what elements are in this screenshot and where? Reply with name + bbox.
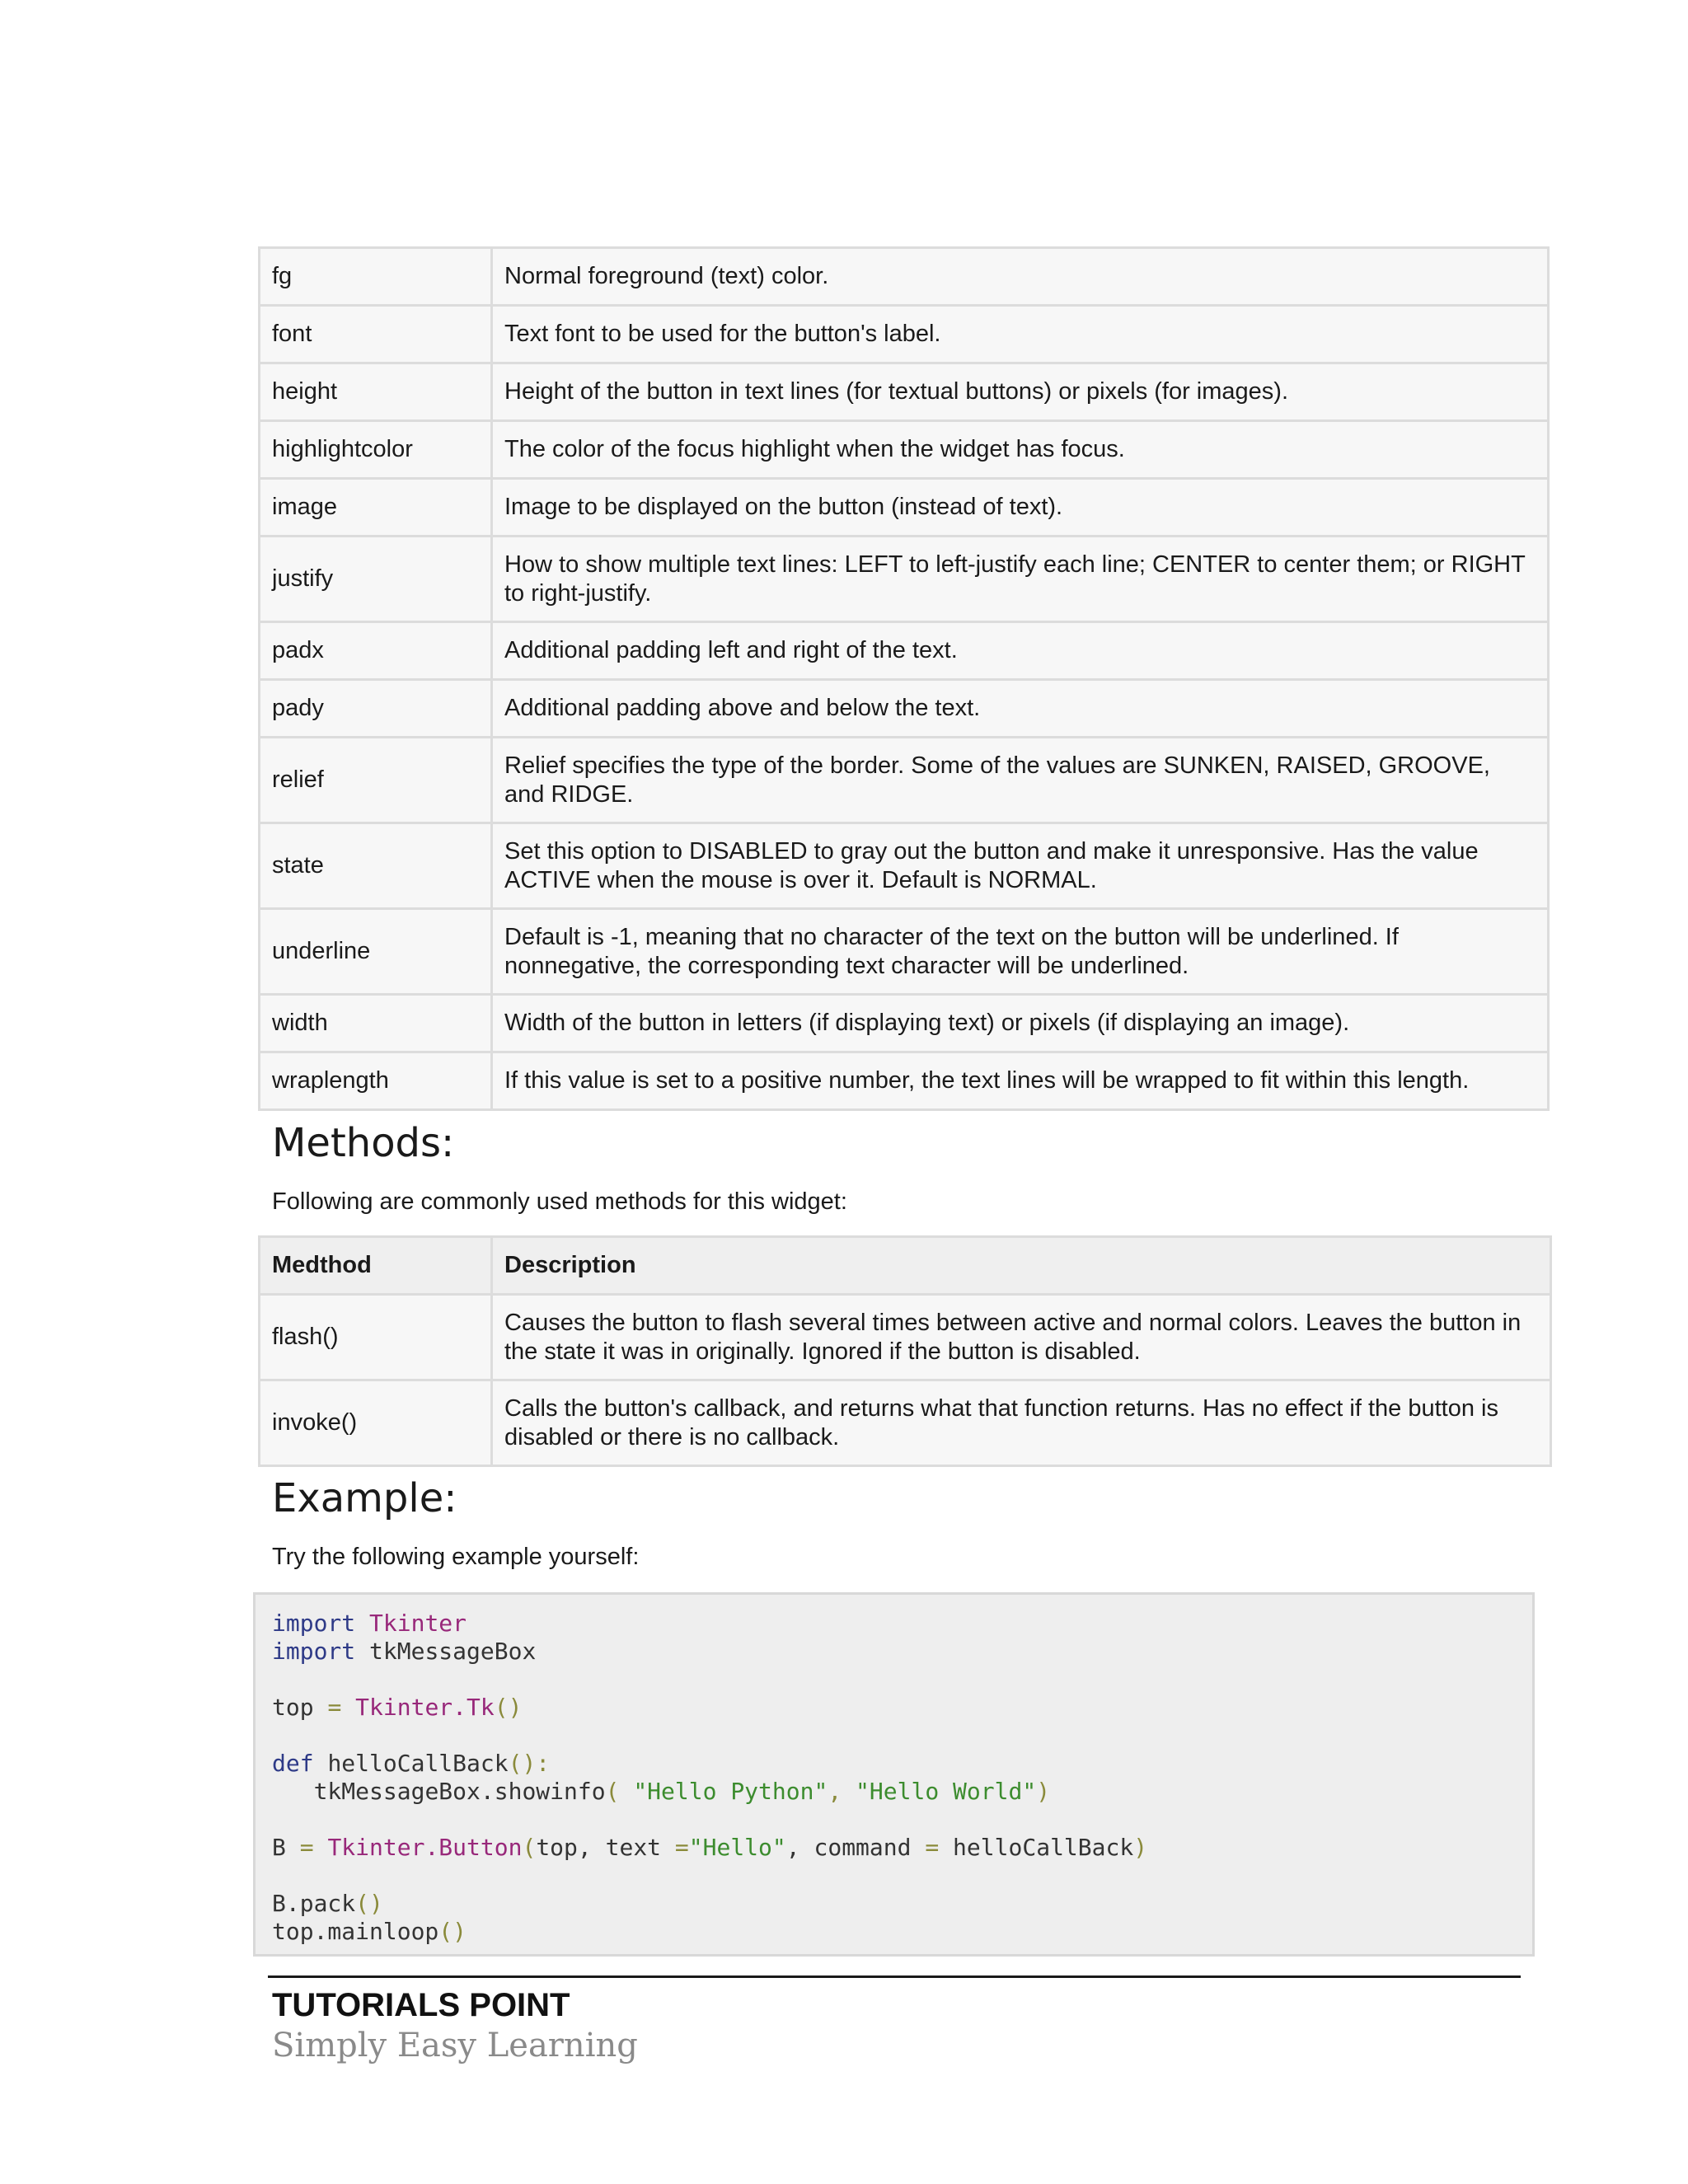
code-punctuation: () (494, 1694, 523, 1721)
option-description: Image to be displayed on the button (instead of text). (492, 479, 1549, 537)
option-description: If this value is set to a positive number, the text lines will be wrapped to fit within this length. (492, 1052, 1549, 1110)
code-class: Tkinter.Button (327, 1834, 523, 1861)
code-punctuation: , (828, 1778, 842, 1805)
option-name: font (260, 306, 492, 363)
table-row (260, 995, 1549, 1052)
table-row (260, 823, 1549, 909)
table-row (260, 537, 1549, 622)
example-heading: Example: (272, 1475, 457, 1521)
code-identifier: top (272, 1694, 314, 1721)
code-identifier: B (272, 1834, 286, 1861)
methods-table (258, 1235, 1552, 1467)
method-description: Causes the button to flash several times between active and normal colors. Leaves the button in the state it was in originally. Ignored if the button is disabled. (492, 1295, 1551, 1380)
code-keyword: def (272, 1750, 314, 1777)
code-string: "Hello Python" (633, 1778, 828, 1805)
option-description: Height of the button in text lines (for textual buttons) or pixels (for images). (492, 363, 1549, 421)
code-punctuation: (): (508, 1750, 551, 1777)
option-description: Set this option to DISABLED to gray out the button and make it unresponsive. Has the value ACTIVE when the mouse is over it. Default is NORMAL. (492, 823, 1549, 909)
code-operator: = (299, 1834, 314, 1861)
option-name: padx (260, 622, 492, 680)
option-description: Relief specifies the type of the border. Some of the values are SUNKEN, RAISED, GROOVE, and RIDGE. (492, 738, 1549, 823)
code-punctuation: ) (1036, 1778, 1051, 1805)
option-description: Additional padding above and below the text. (492, 680, 1549, 738)
option-name: wraplength (260, 1052, 492, 1110)
code-string: "Hello" (688, 1834, 786, 1861)
table-row (260, 738, 1549, 823)
footer-divider (268, 1975, 1521, 1978)
code-identifier: B.pack (272, 1890, 356, 1917)
option-description: Additional padding left and right of the text. (492, 622, 1549, 680)
code-keyword: import (272, 1610, 356, 1637)
table-row (260, 479, 1549, 537)
option-description: The color of the focus highlight when the widget has focus. (492, 421, 1549, 479)
method-description: Calls the button's callback, and returns what that function returns. Has no effect if the button is disabled or there is no callback. (492, 1380, 1551, 1466)
table-row (260, 680, 1549, 738)
table-header-row (260, 1237, 1551, 1295)
option-name: relief (260, 738, 492, 823)
option-name: justify (260, 537, 492, 622)
code-punctuation: ( (522, 1834, 537, 1861)
option-name: pady (260, 680, 492, 738)
option-description: Text font to be used for the button's label. (492, 306, 1549, 363)
table-row (260, 622, 1549, 680)
option-name: image (260, 479, 492, 537)
code-module: Tkinter (369, 1610, 467, 1637)
code-identifier: helloCallBack (327, 1750, 509, 1777)
column-header-method: Medthod (260, 1237, 492, 1295)
method-name: invoke() (260, 1380, 492, 1466)
code-operator: = (674, 1834, 689, 1861)
table-row (260, 1380, 1551, 1466)
table-row (260, 1052, 1549, 1110)
table-row (260, 1295, 1551, 1380)
method-name: flash() (260, 1295, 492, 1380)
methods-heading: Methods: (272, 1120, 455, 1166)
code-punctuation: ( (605, 1778, 620, 1805)
code-identifier: top.mainloop (272, 1918, 439, 1945)
option-name: height (260, 363, 492, 421)
example-intro: Try the following example yourself: (272, 1544, 640, 1570)
option-description: Default is -1, meaning that no character of the text on the button will be underlined. If nonnegative, the corresponding text character will be underlined. (492, 909, 1549, 995)
option-description: How to show multiple text lines: LEFT to left-justify each line; CENTER to center them; or RIGHT to right-justify. (492, 537, 1549, 622)
option-name: width (260, 995, 492, 1052)
methods-intro: Following are commonly used methods for this widget: (272, 1188, 847, 1215)
column-header-description: Description (492, 1237, 1551, 1295)
button-options-table (258, 246, 1550, 1111)
option-name: fg (260, 248, 492, 306)
code-punctuation: () (355, 1890, 383, 1917)
option-name: state (260, 823, 492, 909)
footer-brand: TUTORIALS POINT (272, 1987, 570, 2023)
code-operator: = (925, 1834, 940, 1861)
table-row (260, 363, 1549, 421)
code-keyword: import (272, 1638, 356, 1665)
option-name: highlightcolor (260, 421, 492, 479)
code-identifier: , command (785, 1834, 926, 1861)
code-operator: = (327, 1694, 342, 1721)
code-text (272, 1610, 1147, 1946)
table-row (260, 909, 1549, 995)
code-identifier: tkMessageBox.showinfo (313, 1778, 606, 1805)
code-class: Tkinter.Tk (355, 1694, 495, 1721)
code-string: "Hello World" (856, 1778, 1037, 1805)
option-name: underline (260, 909, 492, 995)
code-punctuation: ) (1133, 1834, 1148, 1861)
code-block (253, 1592, 1535, 1957)
code-identifier: top, text (536, 1834, 675, 1861)
table-row (260, 421, 1549, 479)
footer-tagline: Simply Easy Learning (272, 2027, 638, 2064)
option-description: Width of the button in letters (if displaying text) or pixels (if displaying an image). (492, 995, 1549, 1052)
table-row (260, 248, 1549, 306)
table-row (260, 306, 1549, 363)
code-punctuation: () (438, 1918, 467, 1945)
code-module: tkMessageBox (369, 1638, 537, 1665)
option-description: Normal foreground (text) color. (492, 248, 1549, 306)
code-identifier: helloCallBack (939, 1834, 1134, 1861)
